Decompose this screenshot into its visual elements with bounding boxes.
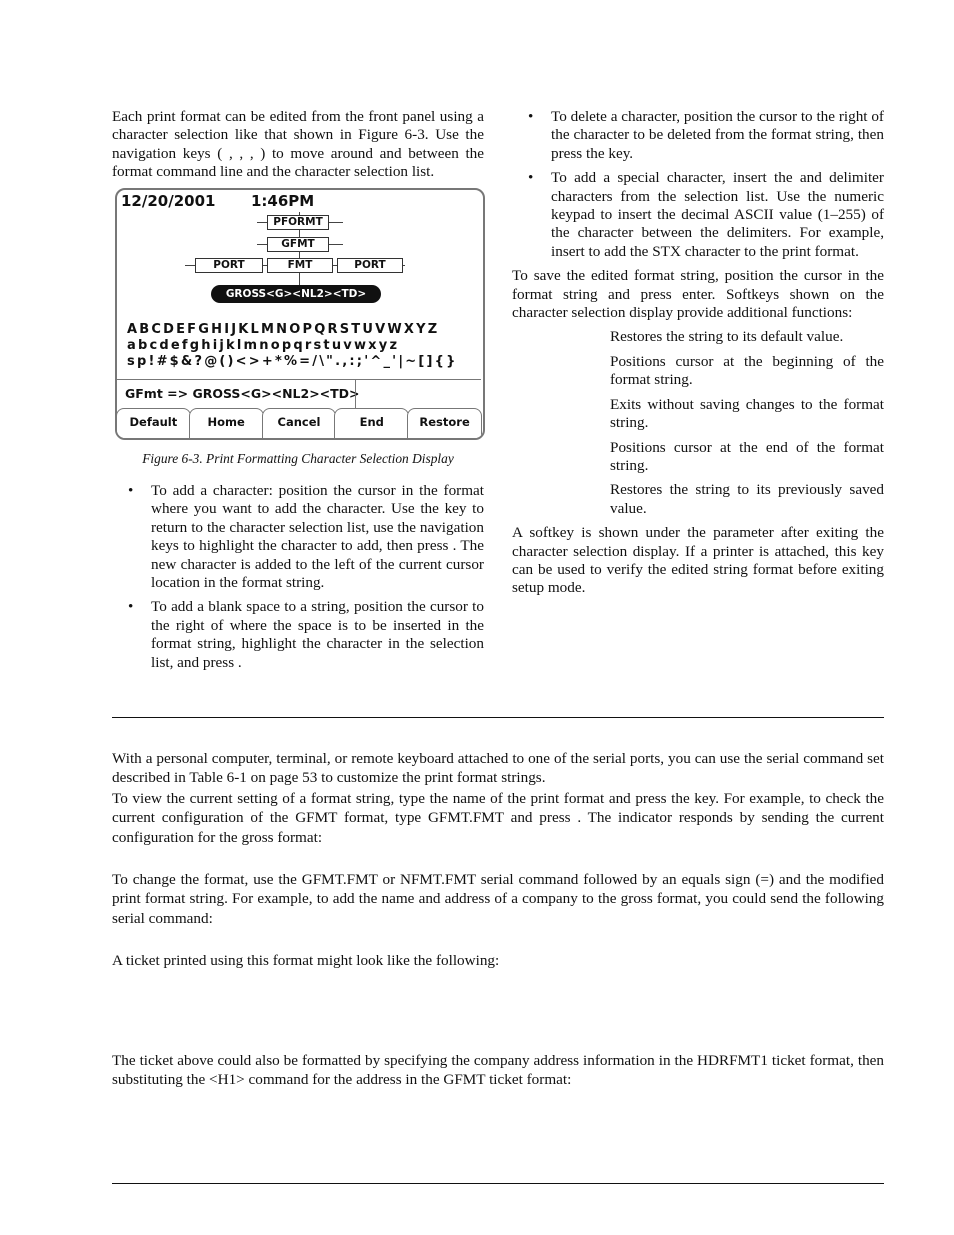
ticket-example-paragraph: A ticket printed using this format might look like the following: <box>112 952 500 969</box>
edit-line-divider <box>355 380 356 408</box>
function-key <box>512 328 610 346</box>
function-description: Restores the string to its default value. <box>610 328 844 346</box>
char-row-symbols[interactable]: sp!#$&?@()<>+*%=/\".,:;'^_'|~[]{} <box>127 353 458 369</box>
softkey-function-list <box>512 328 884 518</box>
softkey-end[interactable]: End <box>334 408 409 438</box>
serial-intro-paragraph: With a personal computer, terminal, or remote keyboard attached to one of the serial ports, you can use the serial command set described in Table 6-1 on page 53 to customize the print format strings. <box>112 750 884 787</box>
function-description: Positions cursor at the beginning of the format string. <box>610 352 884 389</box>
function-default <box>512 328 884 346</box>
section-divider <box>112 717 884 718</box>
view-format-paragraph: To view the current setting of a format string, type the name of the print format and press the key. For example, to check the current configuration of the GFMT format, type GFMT.FMT and press . The indicator responds by sending the current configuration for the gross format: <box>112 790 884 846</box>
left-bullet-list <box>112 482 484 672</box>
softkey-restore[interactable]: Restore <box>407 408 482 438</box>
display-date: 12/20/2001 <box>121 191 216 210</box>
function-key <box>512 481 610 518</box>
display-time: 1:46PM <box>251 191 315 210</box>
node-fmt[interactable]: FMT <box>267 258 333 273</box>
bullet-text: To add a character: position the cursor in the format where you want to add the character. Use the key to return to the character selection list, use the navigation keys to highlight the character to add, then press . The new character is added to the left of the current cursor location in the format string. <box>151 482 484 592</box>
char-row-lowercase[interactable]: abcdefghijklmnopqrstuvwxyz <box>127 337 400 353</box>
function-description: Exits without saving changes to the format string. <box>610 395 884 432</box>
softkey-cancel[interactable]: Cancel <box>262 408 337 438</box>
bullet-add-character: • To add a character: position the cursor in the format where you want to add the character. Use the key to return to the character selection list, use the navigation keys to highlight the character to add, then press . The new character is added to the left of the current cursor location in the format string. <box>128 482 484 592</box>
node-gfmt[interactable]: GFMT <box>267 237 329 252</box>
function-key <box>512 439 610 476</box>
function-description: Positions cursor at the end of the format string. <box>610 438 884 474</box>
format-edit-line[interactable] <box>117 379 481 408</box>
intro-paragraph: Each print format can be edited from the front panel using a character selection like that shown in Figure 6-3. Use the navigation keys ( , , , ) to move around and between the format command line and the character selection list. <box>112 108 484 181</box>
test-softkey-paragraph: A softkey is shown under the parameter after exiting the character selection display. If a printer is attached, this key can be used to verify the edited string format before exiting setup mode. <box>512 524 884 597</box>
save-paragraph: To save the edited format string, position the cursor in the format string and press enter. Softkeys shown on the character selection display provide additional functions: <box>512 267 884 322</box>
figure-caption: Figure 6-3. Print Formatting Character Selection Display <box>142 450 454 466</box>
function-description: Restores the string to its previously saved value. <box>610 481 884 517</box>
right-column <box>512 108 884 604</box>
char-row-uppercase[interactable]: ABCDEFGHIJKLMNOPQRSTUVWXYZ <box>127 321 440 337</box>
bullet-text: To delete a character, position the cursor to the right of the character to be deleted from the format string, then press the key. <box>551 108 884 162</box>
node-port-left[interactable]: PORT <box>195 258 263 273</box>
bullet-add-space: • To add a blank space to a string, position the cursor to the right of where the space is to be inserted in the format string, highlight the character in the selection list, and press . <box>128 598 484 671</box>
edit-line-text: GFmt => GROSS<G><NL2><TD> <box>125 385 360 401</box>
bullet-text: To add a blank space to a string, position the cursor to the right of where the space is to be inserted in the format string, highlight the character in the selection list, and press . <box>151 598 484 671</box>
bullet-special-character: • To add a special character, insert the and delimiter characters from the selection list. Use the numeric keypad to insert the decimal ASCII value (1–255) of the character between the delimiters. For example, insert to add the STX character to the print format. <box>528 169 884 260</box>
character-selection-display <box>115 188 485 440</box>
softkey-home[interactable]: Home <box>189 408 264 438</box>
function-cancel <box>512 396 884 433</box>
footer-rule <box>112 1183 884 1184</box>
node-port-right[interactable]: PORT <box>337 258 403 273</box>
left-column <box>112 108 484 678</box>
function-home <box>512 353 884 390</box>
softkey-bar <box>117 408 481 438</box>
softkey-default[interactable]: Default <box>116 408 191 438</box>
function-key <box>512 353 610 390</box>
right-bullet-list <box>512 108 884 261</box>
function-restore <box>512 481 884 518</box>
function-end <box>512 439 884 476</box>
node-pformt[interactable]: PFORMT <box>267 215 329 230</box>
format-string-highlight[interactable]: GROSS<G><NL2><TD><NL> <box>211 285 381 303</box>
header-format-paragraph: The ticket above could also be formatted by specifying the company address information in the HDRFMT1 ticket format, then substituting the <H1> command for the address in the GFMT ticket format: <box>112 1052 884 1089</box>
bullet-delete-character: • To delete a character, position the cursor to the right of the character to be deleted from the format string, then press the key. <box>528 108 884 162</box>
bullet-text: To add a special character, insert the and delimiter characters from the selection list. Use the numeric keypad to insert the decimal ASCII value (1–255) of the character between the delimiters. For example, insert to add the STX character to the print format. <box>551 169 884 260</box>
change-format-paragraph: To change the format, use the GFMT.FMT or NFMT.FMT serial command followed by an equals sign (=) and the modified print format string. For example, to add the name and address of a company to the gross format, you could send the following serial command: <box>112 871 884 927</box>
function-key <box>512 396 610 433</box>
character-selection-list[interactable] <box>127 322 475 370</box>
